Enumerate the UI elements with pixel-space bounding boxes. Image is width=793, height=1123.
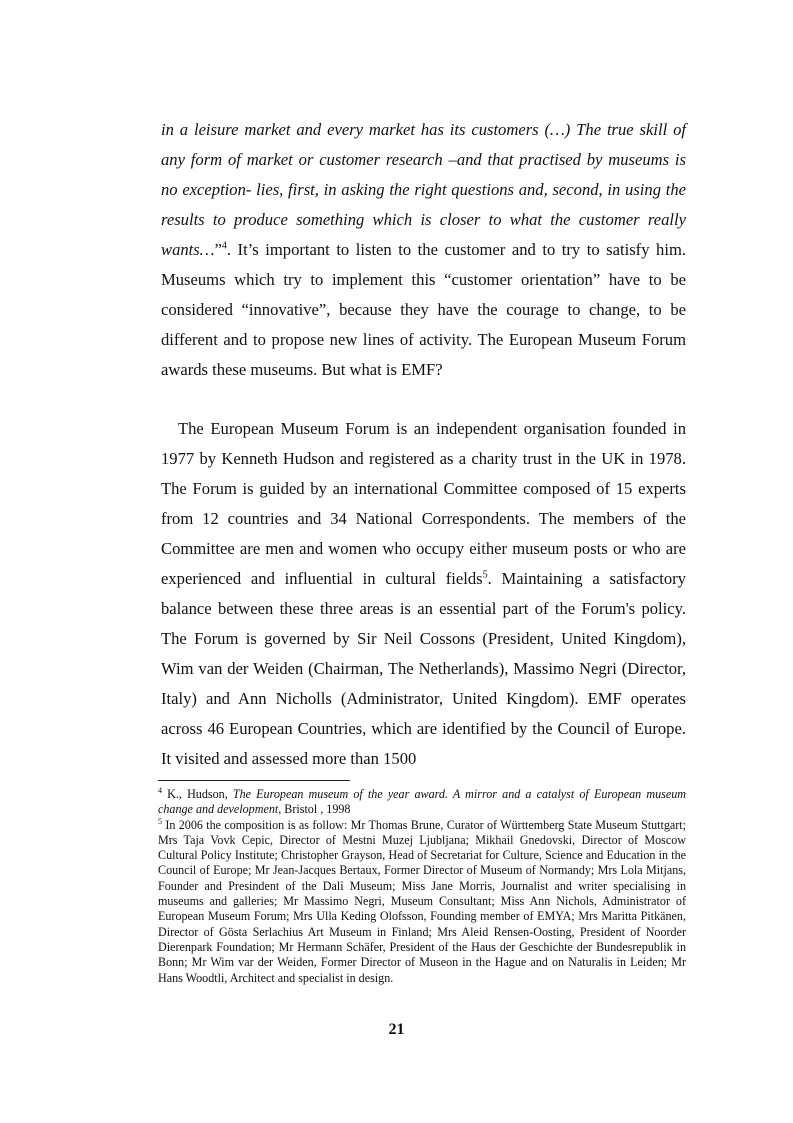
footnote-divider [158, 780, 350, 781]
italic-quote: in a leisure market and every market has its customers (…) The true skill of any form of market or customer research –and that practised by museums is no exception- lies, first, in asking the right questions and, second, in using the results to produce something which is closer to what the customer really wants… [161, 120, 686, 259]
footnote-5 [158, 818, 686, 986]
footnotes [158, 787, 686, 986]
paragraph-text: . It’s important to listen to the customer and to try to satisfy him. Museums which try to implement this “customer orientation” have to be considered “innovative”, because they have the courage to change, to be different and to propose new lines of activity. The European Museum Forum awards these museums. But what is EMF? [161, 240, 686, 379]
footnote-4 [158, 787, 686, 818]
footnote-author: K., Hudson, [162, 787, 233, 801]
paragraph-emf [161, 414, 686, 774]
page-number: 21 [388, 1021, 405, 1038]
footnote-text: , Bristol , 1998 [278, 802, 351, 817]
paragraph-text: The European Museum Forum is an independent organisation founded in 1977 by Kenneth Hudson and registered as a charity trust in the UK in 1978. The Forum is guided by an international Committee composed of 15 experts from 12 countries and 34 National Correspondents. The members of the Committee are men and women who occupy either museum posts or who are experienced and influential in cultural fields [161, 419, 686, 588]
footnote-number: 4 [158, 785, 162, 795]
quote-close: ” [214, 240, 222, 259]
footnote-number: 5 [158, 816, 162, 826]
footnote-ref-4[interactable]: 4 [221, 240, 227, 252]
paragraph-text: . Maintaining a satisfactory balance between these three areas is an essential part of the Forum's policy. The Forum is governed by Sir Neil Cossons (President, United Kingdom), Wim van der Weiden (Chairman, The Netherlands), Massimo Negri (Director, Italy) and Ann Nicholls (Administrator, United Kingdom). EMF operates across 46 European Countries, which are identified by the Council of Europe. It visited and assessed more than 1500 [161, 569, 686, 768]
paragraph-quote [161, 115, 686, 385]
footnote-text: In 2006 the composition is as follow: Mr Thomas Brune, Curator of Württemberg State Museum Stuttgart; Mrs Taja Vovk Cepic, Director of Mestni Muzej Ljubljana; Mikhail Gnedovski, Director of Moscow Cultural Policy Institute; Christopher Grayson, Head of Secretariat for Culture, Science and Education in the Council of Europe; Mr Jean-Jacques Bertaux, Former Director of Museum of Normandy; Mrs Lola Mitjans, Founder and Presindent of the Dalì Museum; Miss Jane Morris, Journalist and writer specialising in museums and galleries; Mr Massimo Negri, Museum Consultant; Miss Ann Nichols, Administrator of European Museum Forum; Mrs Ulla Keding Olofsson, Founding member of EMYA; Mrs Maritta Pitkänen, Director of Gösta Serlachius Art Museum in Finland; Mrs Aleid Rensen-Oosting, President of Noorder Dierenpark Foundation; Mr Hermann Schäfer, President of the Haus der Geschichte der Bundesrepublik in Bonn; Mr Wim var der Weiden, Former Director of Museon in the Hague and on Naturalis in Leiden; Mr Hans Woodtli, Architect and specialist in design. [158, 817, 686, 985]
footnote-title: The European museum of the year award. A mirror and a catalyst of European museum change and development [158, 787, 686, 817]
footnote-ref-5[interactable]: 5 [482, 569, 488, 581]
